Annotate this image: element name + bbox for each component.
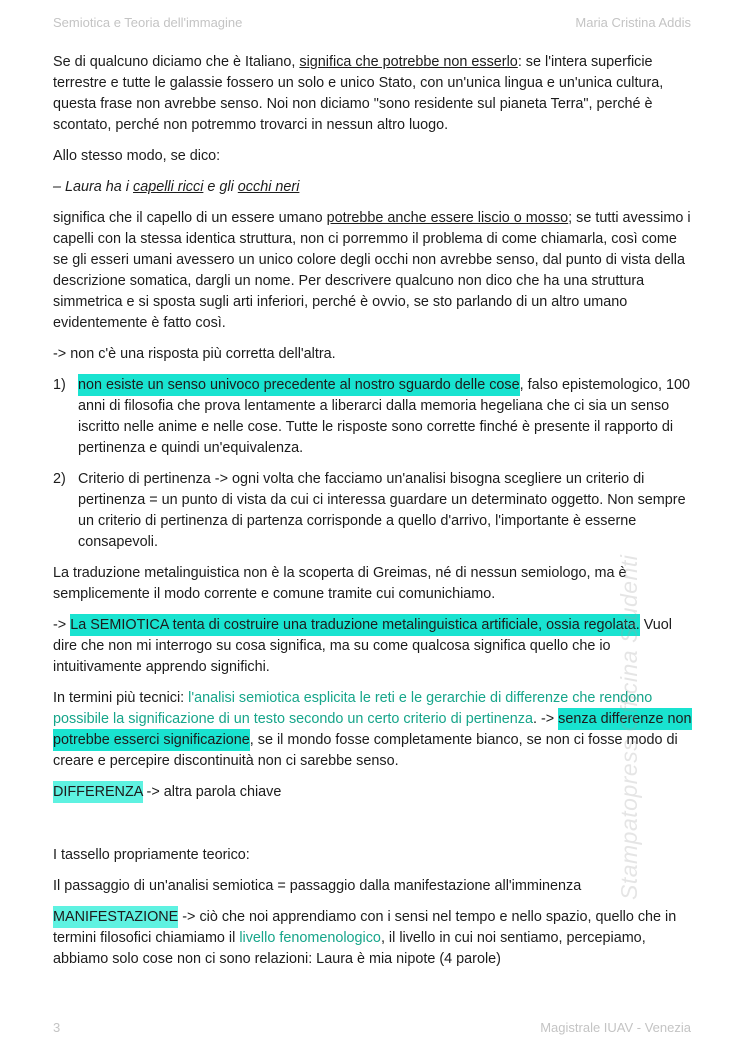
paragraph-passaggio: Il passaggio di un'analisi semiotica = passaggio dalla manifestazione all'imminenza — [53, 878, 582, 894]
teal-text: livello fenomenologico — [239, 930, 381, 946]
text-segment: In termini più tecnici: — [53, 690, 189, 706]
paragraph-differenza — [53, 782, 693, 803]
paragraph-tassello: I tassello propriamente teorico: — [53, 847, 250, 863]
header-author: Maria Cristina Addis — [575, 15, 691, 30]
document-body — [53, 52, 693, 980]
text-segment: ; se tutti avessimo i capelli con la stessa identica struttura, non ci porremmo il problema di come chiamarla, così come se gli esseri umani avessero un unico colore degli occhi non avrebbe senso, dal punto di vista della descrizione somatica, dargli un nome. Per descrivere qualcuno non dico che ha una struttura simmetrica e si sposta sugli arti inferiori, perché è ovvio, se sto parlando di un altro umano evidentemente è fatto così. — [53, 210, 691, 331]
paragraph-capello — [53, 208, 693, 334]
text-segment: – Laura ha i — [53, 179, 134, 195]
text-segment: Se di qualcuno diciamo che è Italiano, — [53, 54, 300, 70]
text-segment: e gli — [203, 179, 238, 195]
text-segment: , se il mondo fosse completamente bianco, se non ci fosse modo di creare e percepire discontinuità non ci sarebbe senso. — [53, 732, 678, 769]
highlighted-keyword: DIFFERENZA — [53, 781, 143, 803]
paragraph-italiano — [53, 52, 693, 136]
text-segment: -> ciò che noi apprendiamo con i sensi nel tempo e nello spazio, quello che in termini filosofici chiamiamo il — [53, 909, 677, 946]
highlighted-text: La SEMIOTICA tenta di costruire una traduzione metalinguistica artificiale, ossia regolata. — [70, 614, 640, 636]
highlighted-text: senza differenze non potrebbe esserci significazione — [53, 708, 692, 751]
text-segment: Criterio di pertinenza -> ogni volta che facciamo un'analisi bisogna scegliere un criterio di pertinenza = un punto di vista da cui ci interessa guardare un determinato oggetto. Non sempre un criterio di pertinenza di partenza corrisponde a quello d'arrivo, l'importante è esserne consapevoli. — [78, 471, 686, 550]
text-segment: , falso epistemologico, 100 anni di filosofia che prova lentamente a liberarci dalla memoria hegeliana che ci sia un senso iscritto nelle anime e nelle cose. Tutte le risposte sono corrette finché è presente il rapporto di pertinenza e quindi un'equivalenza. — [78, 377, 690, 456]
underlined-text: occhi neri — [237, 179, 300, 195]
list-item — [53, 375, 693, 459]
paragraph-traduzione: La traduzione metalinguistica non è la scoperta di Greimas, né di nessun semiologo, ma è semplicemente il modo corrente e comune tramite cui comunichiamo. — [53, 565, 627, 602]
underlined-text: significa che potrebbe non esserlo — [299, 54, 518, 70]
highlighted-keyword: MANIFESTAZIONE — [53, 906, 178, 928]
teal-text: l'analisi semiotica esplicita le reti e le gerarchie di differenze che rendono possibile la significazione di un testo secondo un certo criterio di pertinenza — [53, 690, 653, 727]
highlighted-text: non esiste un senso univoco precedente al nostro sguardo delle cose — [78, 374, 520, 396]
paragraph-allo-stesso-modo: Allo stesso modo, se dico: — [53, 148, 221, 164]
footer-institution: Magistrale IUAV - Venezia — [540, 1020, 691, 1035]
paragraph-termini-tecnici — [53, 688, 693, 772]
paragraph-laura-example — [53, 177, 693, 198]
list-number: 1) — [53, 377, 66, 393]
paragraph-semiotica — [53, 615, 693, 678]
text-segment: : se l'intera superficie terrestre e tutte le galassie fossero un solo e unico Stato, con un'unica lingua e un'unica cultura, questa frase non avrebbe senso. Noi non diciamo "sono residente sul pianeta Terra", perché è scontato, perché non potremmo trovarci in nessun altro luogo. — [53, 54, 664, 133]
text-segment: Vuol dire che non mi interrogo su cosa significa, ma su come qualcosa significa quello che io intuitivamente apprendo significhi. — [53, 617, 672, 675]
text-segment: . -> — [532, 711, 559, 727]
page-number: 3 — [53, 1020, 61, 1035]
text-segment: , il livello in cui noi sentiamo, percepiamo, abbiamo solo cose non ci sono relazioni: Laura è mia nipote (4 parole) — [53, 930, 646, 967]
underlined-text: potrebbe anche essere liscio o mosso — [326, 210, 569, 226]
paragraph-risposta: -> non c'è una risposta più corretta dell'altra. — [53, 346, 336, 362]
list-item — [53, 469, 693, 553]
watermark: Stampatopress Officina Studenti — [616, 554, 642, 900]
text-segment: -> altra parola chiave — [142, 784, 282, 800]
paragraph-manifestazione — [53, 907, 693, 970]
underlined-text: capelli ricci — [133, 179, 204, 195]
list-number: 2) — [53, 471, 66, 487]
text-segment: -> — [53, 617, 71, 633]
header-course-title: Semiotica e Teoria dell'immagine — [53, 15, 243, 30]
text-segment: significa che il capello di un essere umano — [53, 210, 327, 226]
